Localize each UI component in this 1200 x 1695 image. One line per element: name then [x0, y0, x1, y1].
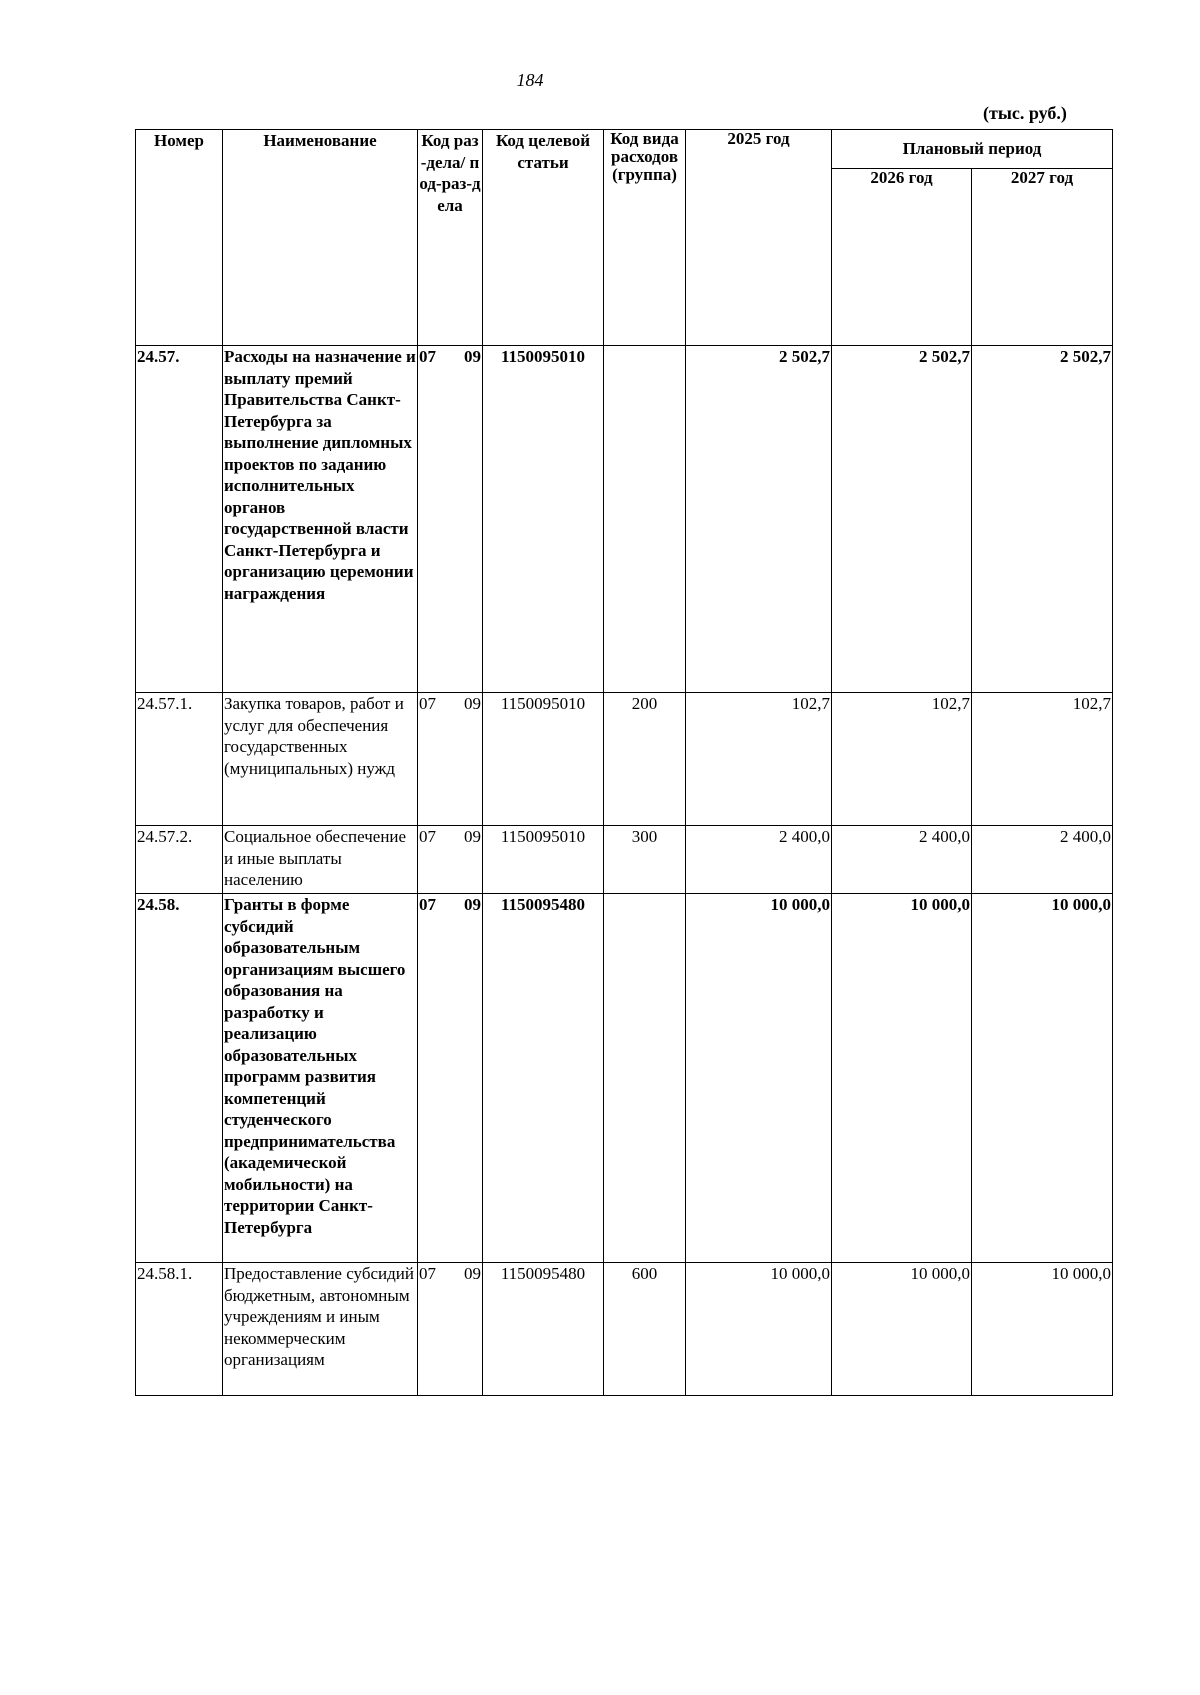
- row-section: 07: [419, 827, 436, 846]
- row-amount-2025: 102,7: [686, 693, 832, 826]
- row-name: Социальное обеспечение и иные выплаты населению: [223, 826, 418, 894]
- row-name: Гранты в форме субсидий образовательным организациям высшего образования на разработку и реализацию образовательных программ развития компетенций студенческого предпринимательства (академической мобильности) на территории Санкт-Петербурга: [223, 894, 418, 1263]
- row-amount-2026: 10 000,0: [832, 894, 972, 1263]
- row-amount-2026: 102,7: [832, 693, 972, 826]
- row-section-code: [418, 693, 483, 826]
- row-subsection: 09: [464, 827, 481, 846]
- row-number: 24.57.1.: [136, 693, 223, 826]
- row-section-code: [418, 1263, 483, 1396]
- row-target-code: 1150095010: [483, 346, 604, 693]
- header-planned-period: Плановый период: [832, 130, 1113, 169]
- row-amount-2027: 10 000,0: [972, 1263, 1113, 1396]
- row-subsection: 09: [464, 895, 481, 914]
- header-number: Номер: [136, 130, 223, 346]
- header-target-code: Код целевой статьи: [483, 130, 604, 346]
- row-target-code: 1150095010: [483, 693, 604, 826]
- header-section-code: Код раз-дела/ под-раз-дела: [418, 130, 483, 346]
- row-expense-type: 300: [604, 826, 686, 894]
- table-row: [136, 1263, 1113, 1396]
- row-amount-2026: 10 000,0: [832, 1263, 972, 1396]
- row-number: 24.57.2.: [136, 826, 223, 894]
- header-year-2027: 2027 год: [972, 169, 1113, 346]
- row-amount-2027: 2 400,0: [972, 826, 1113, 894]
- table-row: [136, 346, 1113, 693]
- row-name: Расходы на назначение и выплату премий Правительства Санкт-Петербурга за выполнение дипломных проектов по заданию исполнительных органов государственной власти Санкт-Петербурга и организацию церемонии награждения: [223, 346, 418, 693]
- row-name: Предоставление субсидий бюджетным, автономным учреждениям и иным некоммерческим организациям: [223, 1263, 418, 1396]
- units-label: (тыс. руб.): [983, 103, 1067, 123]
- header-year-2026: 2026 год: [832, 169, 972, 346]
- row-subsection: 09: [464, 1264, 481, 1283]
- row-amount-2025: 2 502,7: [686, 346, 832, 693]
- row-section-code: [418, 346, 483, 693]
- row-target-code: 1150095010: [483, 826, 604, 894]
- row-section: 07: [419, 694, 436, 713]
- row-section-code: [418, 826, 483, 894]
- row-expense-type: [604, 894, 686, 1263]
- header-expense-type-code: Код вида расходов (группа): [604, 130, 686, 346]
- row-section-code: [418, 894, 483, 1263]
- budget-table: [135, 129, 1113, 1396]
- row-number: 24.58.: [136, 894, 223, 1263]
- row-amount-2025: 2 400,0: [686, 826, 832, 894]
- row-subsection: 09: [464, 694, 481, 713]
- row-amount-2027: 2 502,7: [972, 346, 1113, 693]
- table-body: [136, 346, 1113, 1396]
- row-number: 24.57.: [136, 346, 223, 693]
- table-row: [136, 894, 1113, 1263]
- row-target-code: 1150095480: [483, 1263, 604, 1396]
- row-section: 07: [419, 1264, 436, 1283]
- row-amount-2026: 2 400,0: [832, 826, 972, 894]
- row-amount-2025: 10 000,0: [686, 894, 832, 1263]
- row-amount-2025: 10 000,0: [686, 1263, 832, 1396]
- header-year-2025: 2025 год: [686, 130, 832, 346]
- row-amount-2026: 2 502,7: [832, 346, 972, 693]
- row-amount-2027: 10 000,0: [972, 894, 1113, 1263]
- row-section: 07: [419, 895, 436, 914]
- table-row: [136, 826, 1113, 894]
- row-section: 07: [419, 347, 436, 366]
- row-subsection: 09: [464, 347, 481, 366]
- row-number: 24.58.1.: [136, 1263, 223, 1396]
- row-target-code: 1150095480: [483, 894, 604, 1263]
- row-expense-type: [604, 346, 686, 693]
- row-expense-type: 200: [604, 693, 686, 826]
- table-header: [136, 130, 1113, 346]
- row-name: Закупка товаров, работ и услуг для обеспечения государственных (муниципальных) нужд: [223, 693, 418, 826]
- row-amount-2027: 102,7: [972, 693, 1113, 826]
- page-number: 184: [516, 70, 544, 90]
- table-row: [136, 693, 1113, 826]
- header-name: Наименование: [223, 130, 418, 346]
- row-expense-type: 600: [604, 1263, 686, 1396]
